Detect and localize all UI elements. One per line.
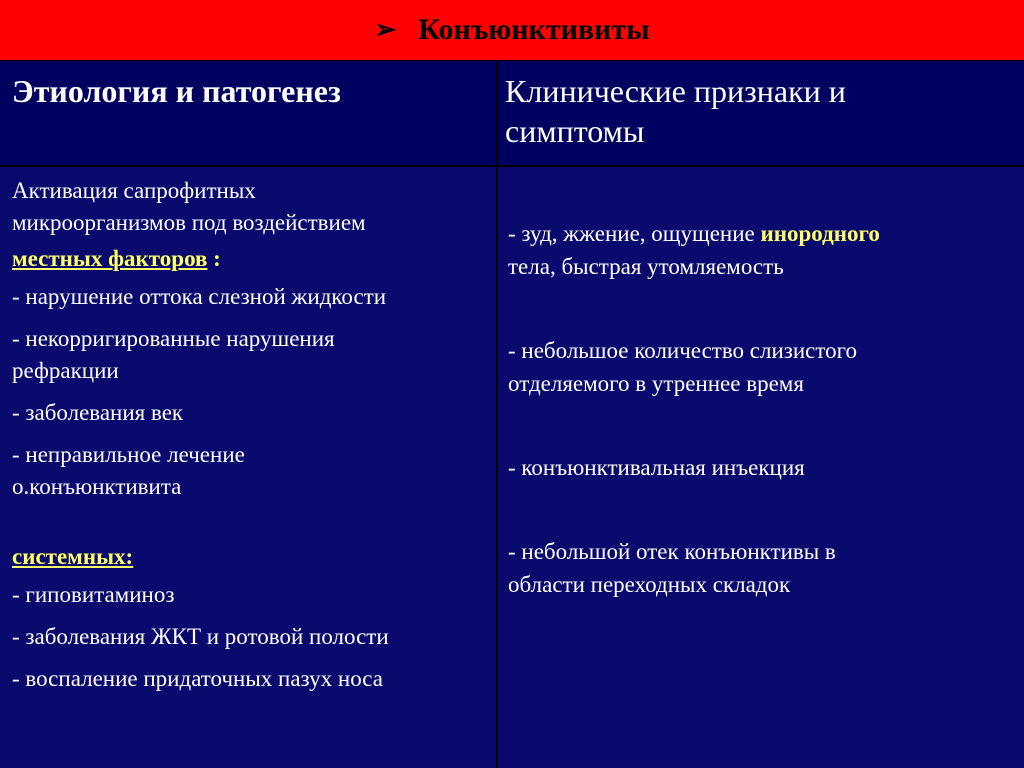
symptom-item: [508, 535, 1014, 601]
symptom-line: - небольшое количество слизистого: [508, 338, 857, 363]
symptom-line: области переходных складок: [508, 572, 791, 597]
spacer: [12, 503, 488, 531]
etiology-cell: [0, 167, 496, 768]
right-header-line: Клинические признаки и: [505, 73, 846, 109]
symptom-line: - небольшой отек конъюнктивы в: [508, 539, 836, 564]
intro-line: Активация сапрофитных: [12, 178, 256, 203]
list-item: - воспаление придаточных пазух носа: [12, 666, 383, 691]
symptom-line: - конъюнктивальная инъекция: [508, 455, 805, 480]
list-item: - неправильное лечение: [12, 442, 245, 467]
symptom-item: [508, 334, 1014, 400]
symptom-text: - зуд, жжение, ощущение: [508, 221, 761, 246]
list-item: о.конъюнктивита: [12, 474, 182, 499]
symptom-line: тела, быстрая утомляемость: [508, 254, 784, 279]
right-header-line: симптомы: [505, 113, 645, 149]
intro-line: микроорганизмов под воздействием: [12, 210, 366, 235]
symptom-line: [508, 217, 1014, 250]
local-factors-colon: :: [207, 246, 221, 271]
symptom-line: отделяемого в утреннее время: [508, 371, 804, 396]
list-item: - некорригированные нарушения: [12, 326, 335, 351]
local-factors-heading: [12, 243, 488, 275]
symptom-item: [508, 451, 1014, 484]
list-item: - гиповитаминоз: [12, 582, 175, 607]
symptoms-cell: [498, 167, 1024, 768]
list-item: рефракции: [12, 358, 119, 383]
local-factors-label: местных факторов: [12, 246, 208, 271]
symptom-item: [508, 217, 1014, 283]
systemic-label: системных:: [12, 544, 134, 569]
left-column-header: Этиология и патогенез: [0, 61, 497, 165]
slide-title-bar: [0, 0, 1024, 60]
list-item: - заболевания век: [12, 400, 184, 425]
list-item: - заболевания ЖКТ и ротовой полости: [12, 624, 389, 649]
list-item: - нарушение оттока слезной жидкости: [12, 284, 387, 309]
slide-title: Конъюнктивиты: [418, 13, 650, 46]
right-column-header: [497, 61, 1024, 165]
comparison-table: [0, 60, 1024, 768]
arrow-bullet-icon: ➢: [374, 15, 397, 44]
systemic-heading: [12, 541, 488, 573]
symptom-highlight: инородного: [760, 221, 880, 246]
